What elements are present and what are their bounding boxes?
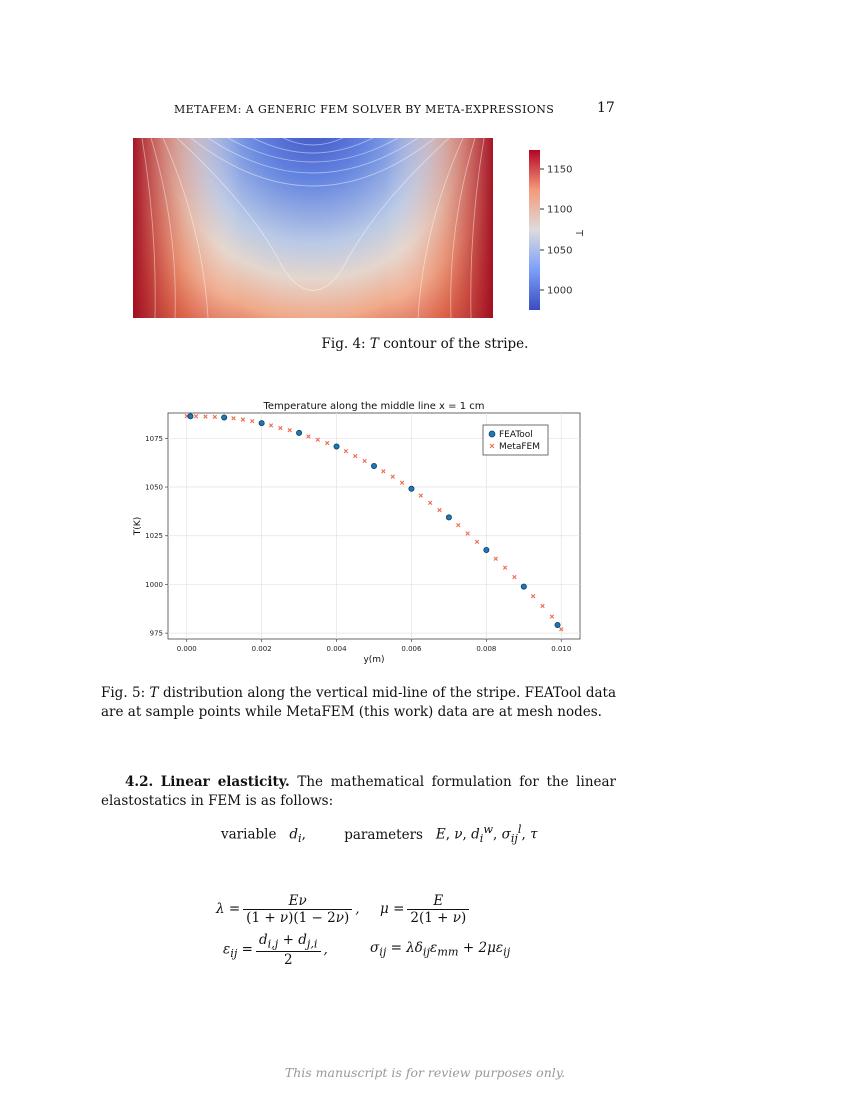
running-header: METAFEM: A GENERIC FEM SOLVER BY META-EXPRESSIONS <box>174 103 555 116</box>
fig4-colorbar <box>525 148 585 312</box>
y-tick-label: 1025 <box>145 532 163 541</box>
y-tick-label: 1075 <box>145 434 163 443</box>
x-tick-label: 0.004 <box>326 645 347 653</box>
featool-point <box>521 584 526 589</box>
fig4-contour-plot <box>133 138 493 318</box>
featool-point <box>334 444 339 449</box>
featool-point <box>259 421 264 426</box>
colorbar-tick: 1000 <box>547 285 573 297</box>
legend-label-featool: FEATool <box>499 430 533 440</box>
x-tick-label: 0.000 <box>176 645 197 653</box>
section-4-2-paragraph <box>101 773 616 811</box>
y-tick-label: 1000 <box>145 580 163 589</box>
featool-point <box>484 547 489 552</box>
x-tick-label: 0.006 <box>401 645 422 653</box>
featool-point <box>222 415 227 420</box>
y-axis-label: T(K) <box>133 516 143 536</box>
legend-label-metafem: MetaFEM <box>499 442 540 452</box>
featool-point <box>371 463 376 468</box>
featool-point <box>555 622 560 627</box>
review-footer: This manuscript is for review purposes only. <box>284 1065 566 1080</box>
colorbar-tick: 1100 <box>547 204 573 216</box>
x-tick-label: 0.002 <box>251 645 272 653</box>
colorbar-tick: 1050 <box>547 245 573 257</box>
equation-stress: $\sigma_{ij} = \lambda\delta_{ij}\varepsilon_{mm} + 2\mu\varepsilon_{ij}$ <box>370 940 511 959</box>
fig5-chart <box>128 396 588 668</box>
colorbar-label: T <box>573 230 584 237</box>
equation-mu: μ = $\frac{E}{2(1 + \nu)}$ <box>380 893 472 926</box>
equation-strain: $\varepsilon_{ij}$ = $\frac{d_{i,j} + d_{j,i}}{2}$ , <box>223 932 328 968</box>
variables-line: variable $d_i$, parameters E, ν, $d_i^w$, $\sigma_{ij}^l$, τ <box>221 823 538 846</box>
section-number: 4.2. <box>125 774 154 790</box>
fig4-caption: Fig. 4: T contour of the stripe. <box>321 336 529 352</box>
section-title: Linear elasticity. <box>160 774 290 790</box>
equation-lambda: λ = $\frac{E\nu}{(1 + \nu)(1 - 2\nu)}$ , <box>216 893 360 926</box>
legend-marker-featool <box>489 431 495 437</box>
section-text: The mathematical formulation for the linear elastostatics in FEM is as follows: <box>101 774 617 809</box>
featool-point <box>446 515 451 520</box>
fig5-caption: Fig. 5: T distribution along the vertical mid-line of the stripe. FEATool data are at sample points while MetaFEM (this work) data are at mesh nodes. <box>101 685 616 720</box>
x-axis-label: y(m) <box>363 655 385 665</box>
featool-point <box>188 414 193 419</box>
colorbar-scale <box>529 150 540 310</box>
chart-title: Temperature along the middle line x = 1 cm <box>263 401 485 412</box>
featool-point <box>296 430 301 435</box>
legend <box>483 425 548 455</box>
x-tick-label: 0.010 <box>551 645 572 653</box>
x-tick-label: 0.008 <box>476 645 497 653</box>
page-number: 17 <box>597 100 615 116</box>
y-tick-label: 975 <box>149 629 163 638</box>
colorbar-tick: 1150 <box>547 164 573 176</box>
y-tick-label: 1050 <box>145 483 163 492</box>
featool-point <box>409 486 414 491</box>
